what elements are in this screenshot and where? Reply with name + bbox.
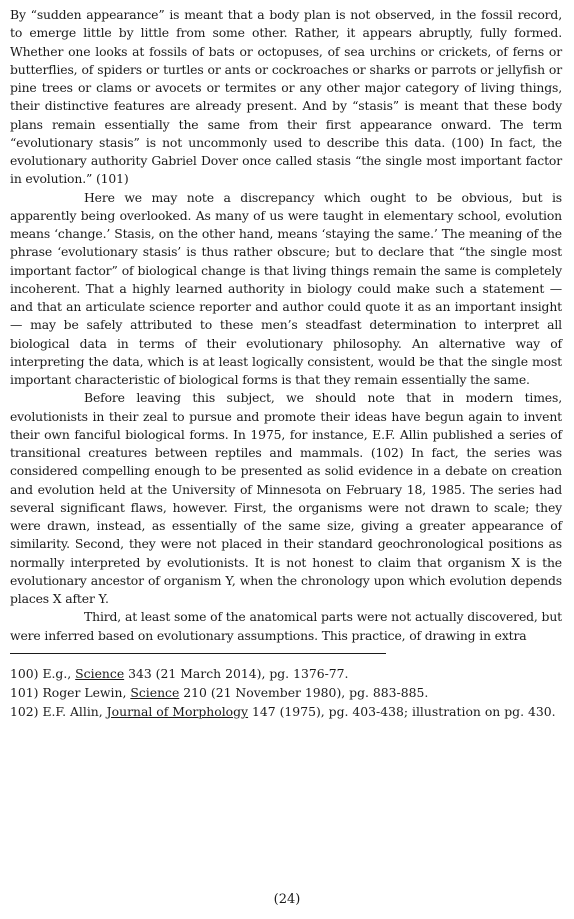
footnote-number: 101): [10, 684, 39, 700]
footnote-101: [10, 683, 562, 702]
footnote-source-title: Science: [75, 665, 125, 681]
footnote-prefix: Roger Lewin,: [42, 684, 131, 700]
paragraph-1: By “sudden appearance” is meant that a body plan is not observed, in the fossil record, to emerge little by little from some other. Rather, it appears abruptly, fully formed. Whether one looks at fossils of bats or octopuses, of sea urchins or crickets, of ferns or butterflies, of spiders or turtles or ants or cockroaches or sharks or parrots or jellyfish or pine trees or clams or avocets or termites or any other major category of living things, their distinctive features are already present. And by “stasis” is meant that these body plans remain essentially the same from their first appearance onward. The term “evolutionary stasis” is not uncommonly used to describe this data. (100) In fact, the evolutionary authority Gabriel Dover once called stasis “the single most important factor in evolution.” (101): [10, 7, 562, 187]
footnote-details: 343 (21 March 2014), pg. 1376-77.: [124, 665, 349, 681]
footnote-prefix: E.g.,: [42, 665, 76, 681]
footnote-divider: [10, 653, 386, 654]
paragraph-2: Here we may note a discrepancy which ought to be obvious, but is apparently being overlooked. As many of us were taught in elementary school, evolution means ‘change.’ Stasis, on the other hand, means ‘staying the same.’ The meaning of the phrase ‘evolutionary stasis’ is thus rather obscure; but to declare that “the single most important factor” of biological change is that living things remain the same is completely incoherent. That a highly learned authority in biology could make such a statement — and that an articulate science reporter and author could quote it as an important insight — may be safely attributed to these men’s steadfast determination to interpret all biological data in terms of their evolutionary philosophy. An alternative way of interpreting the data, which is at least logically consistent, would be that the single most important characteristic of biological forms is that they remain essentially the same.: [10, 189, 562, 387]
footnotes: [10, 664, 562, 721]
handwritten-page: [10, 6, 562, 721]
footnote-number: 100): [10, 665, 39, 681]
paragraph-3: Before leaving this subject, we should note that in modern times, evolutionists in their zeal to pursue and promote their ideas have begun again to invent their own fanciful biological forms. In 1975, for instance, E.F. Allin published a series of transitional creatures between reptiles and mammals. (102) In fact, the series was considered compelling enough to be presented as solid evidence in a debate on creation and evolution held at the University of Minnesota on February 18, 1985. The series had several significant flaws, however. First, the organisms were not drawn to scale; they were drawn, instead, as essentially of the same size, giving a greater appearance of similarity. Second, they were not placed in their standard geochronological positions as normally interpreted by evolutionists. It is not honest to claim that organism X is the evolutionary ancestor of organism Y, when the chronology upon which evolution depends places X after Y.: [10, 390, 562, 606]
page-number: (24): [273, 892, 301, 907]
footnote-100: [10, 664, 562, 683]
footnote-source-title: Journal of Morphology: [106, 703, 249, 719]
footnote-details: 147 (1975), pg. 403-438; illustration on pg. 430.: [248, 703, 556, 719]
paragraph-4: Third, at least some of the anatomical parts were not actually discovered, but were inferred based on evolutionary assumptions. This practice, of drawing in extra: [10, 609, 562, 643]
footnote-number: 102): [10, 703, 39, 719]
footnote-details: 210 (21 November 1980), pg. 883-885.: [179, 684, 429, 700]
footnote-prefix: E.F. Allin,: [42, 703, 107, 719]
footnote-102: [10, 702, 562, 721]
footnote-source-title: Science: [130, 684, 180, 700]
